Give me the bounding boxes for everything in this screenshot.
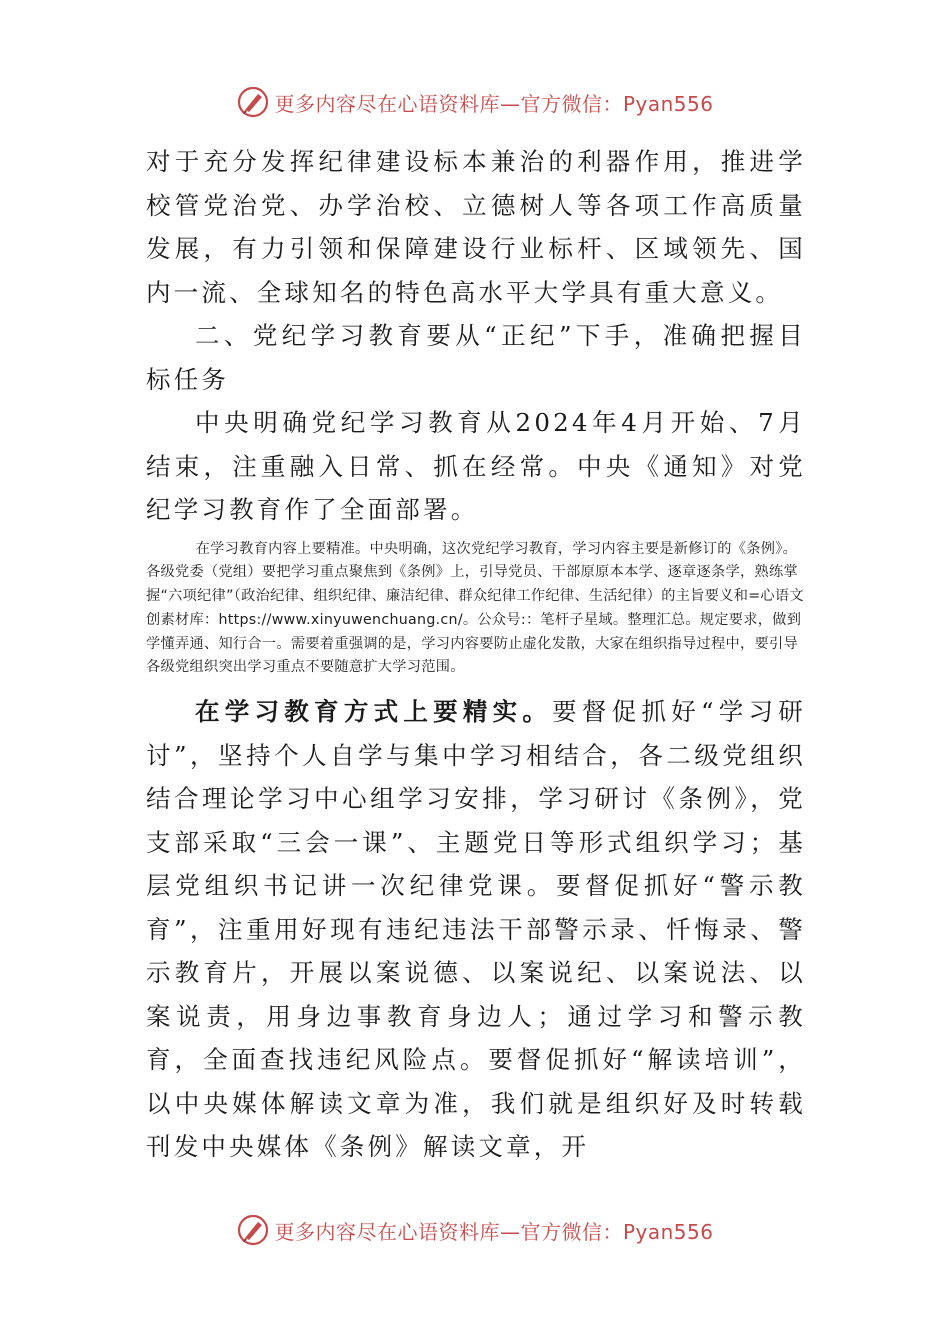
footer-watermark-text: 更多内容尽在心语资料库—官方微信：Pyan556 bbox=[274, 1219, 714, 1244]
paragraph-3-text: 要督促抓好“学习研讨”，坚持个人自学与集中学习相结合，各二级党组织结合理论学习中心组学习安排，学习研讨《条例》，党支部采取“三会一课”、主题党日等形式组织学习；基层党组织书记讲一次纪律党课。要督促抓好“警示教育”，注重用好现有违纪违法干部警示录、忏悔录、警示教育片，开展以案说德、以案说纪、以案说法、以案说责，用身边事教育身边人；通过学习和警示教育，全面查找违纪风险点。要督促抓好“解读培训”，以中央媒体解读文章为准，我们就是组织好及时转载刊发中央媒体《条例》解读文章，开 bbox=[146, 697, 807, 1162]
pen-logo-icon bbox=[236, 1213, 270, 1247]
paragraph-2: 中央明确党纪学习教育从2024年4月开始、7月结束，注重融入日常、抓在经常。中央《通知》对党纪学习教育作了全面部署。 bbox=[146, 408, 806, 524]
paragraph-1: 对于充分发挥纪律建设标本兼治的利器作用，推进学校管党治党、办学治校、立德树人等各项工作高质量发展，有力引领和保障建设行业标杆、区域领先、国内一流、全球知名的特色高水平大学具有重大意义。 bbox=[146, 147, 806, 307]
footer-watermark-banner bbox=[0, 1210, 950, 1250]
section-heading-2: 二、党纪学习教育要从“正纪”下手，准确把握目标任务 bbox=[146, 321, 806, 394]
paragraph-3 bbox=[146, 690, 806, 1169]
small-print-paragraph: 在学习教育内容上要精准。中央明确，这次党纪学习教育，学习内容主要是新修订的《条例》。各级党委（党组）要把学习重点聚焦到《条例》上，引导党员、干部原原本本学、逐章逐条学，熟练掌握“六项纪律”（政治纪律、组织纪律、廉洁纪律、群众纪律工作纪律、生活纪律）的主旨要义和=心语文创素材库：https://www.xinyuwenchuang.cn/。公众号:：笔杆子星域。整理汇总。规定要求，做到学懂弄通、知行合一。需要着重强调的是，学习内容要防止虚化发散，大家在组织指导过程中，要引导各级党组织突出学习重点不要随意扩大学习范围。 bbox=[146, 540, 804, 676]
header-watermark-text: 更多内容尽在心语资料库—官方微信：Pyan556 bbox=[274, 91, 714, 116]
document-body bbox=[146, 140, 806, 1169]
paragraph-3-lead: 在学习教育方式上要精实。 bbox=[195, 697, 553, 727]
pen-logo-icon bbox=[236, 85, 270, 119]
header-watermark-banner bbox=[0, 82, 950, 122]
